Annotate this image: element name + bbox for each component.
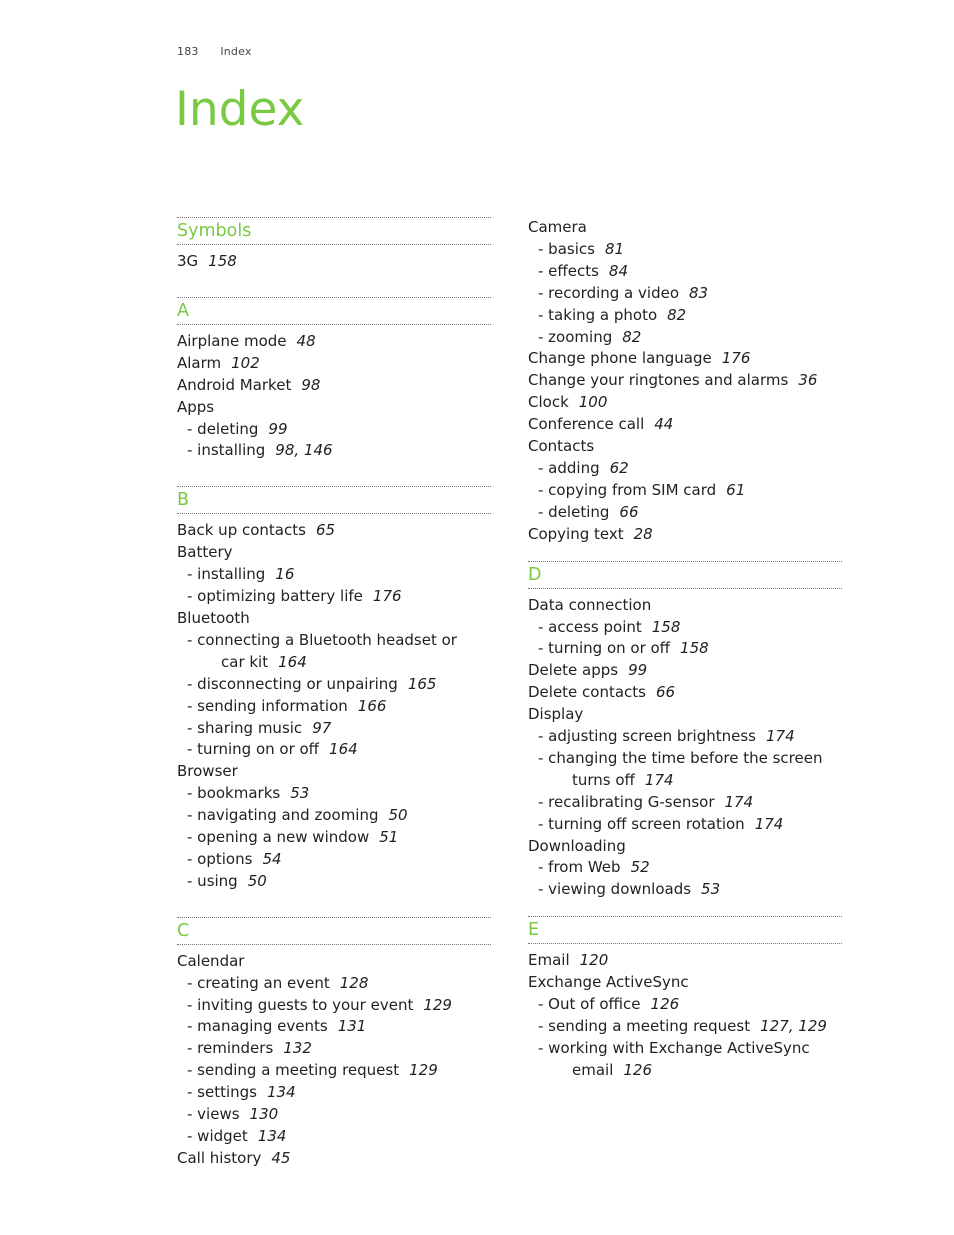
- index-entry: [528, 660, 842, 682]
- entry-page-reference[interactable]: 174: [724, 792, 754, 811]
- entry-page-reference[interactable]: 164: [329, 740, 358, 759]
- section-heading: D: [528, 561, 842, 589]
- index-subentry: [528, 1060, 842, 1082]
- index-subentry: [528, 617, 842, 639]
- entry-page-reference[interactable]: 81: [604, 239, 625, 258]
- index-subentry: [177, 630, 491, 652]
- index-subentry: [177, 696, 491, 718]
- index-entry: [528, 704, 842, 726]
- entry-term: - sending a meeting request: [538, 1017, 751, 1035]
- index-subentry: [177, 973, 491, 995]
- index-entry: [177, 951, 491, 973]
- entry-term: - viewing downloads: [538, 880, 692, 899]
- index-subentry: [528, 458, 842, 480]
- index-entry: [528, 595, 842, 617]
- entry-term: - turning off screen rotation: [538, 814, 745, 833]
- entry-page-reference[interactable]: 176: [372, 587, 402, 606]
- index-entry: [177, 520, 491, 542]
- entry-term: Change your ringtones and alarms: [528, 371, 789, 390]
- index-subentry: [528, 305, 842, 327]
- entry-term: - optimizing battery life: [187, 587, 363, 606]
- index-subentry: [528, 879, 842, 901]
- index-entry: [177, 353, 491, 375]
- entry-term: Email: [528, 951, 570, 970]
- entry-page-reference[interactable]: 131: [337, 1017, 367, 1036]
- entry-term: Data connection: [528, 595, 652, 614]
- index-right-column: [528, 217, 842, 1082]
- index-subentry: [177, 1126, 491, 1148]
- index-subentry: [528, 994, 842, 1016]
- entry-term: Delete apps: [528, 661, 619, 680]
- entry-term: Camera: [528, 218, 587, 236]
- entry-term: Calendar: [177, 951, 245, 970]
- entry-page-reference[interactable]: 51: [379, 828, 399, 847]
- entry-page-reference[interactable]: 129: [409, 1061, 438, 1080]
- entry-page-reference[interactable]: 129: [423, 995, 452, 1014]
- entry-page-reference[interactable]: 126: [623, 1060, 653, 1079]
- entry-term: - taking a photo: [538, 305, 658, 324]
- entry-page-reference[interactable]: 174: [766, 727, 795, 746]
- entry-term: - installing: [187, 565, 266, 584]
- entry-term: - deleting: [538, 502, 610, 521]
- entry-term: Change phone language: [528, 349, 712, 368]
- index-subentry: [177, 652, 491, 674]
- entry-page-reference[interactable]: 134: [257, 1127, 287, 1145]
- entry-term: - adjusting screen brightness: [538, 727, 756, 746]
- index-subentry: [528, 814, 842, 836]
- entry-term: Alarm: [177, 353, 222, 372]
- entry-page-reference[interactable]: 66: [656, 683, 676, 702]
- entry-term: - turning on or off: [538, 639, 671, 658]
- entry-page-reference[interactable]: 158: [651, 617, 681, 636]
- entry-page-reference[interactable]: 158: [680, 639, 709, 658]
- entry-page-reference[interactable]: 174: [754, 814, 784, 833]
- entry-term: Copying text: [528, 524, 624, 543]
- entry-term: - creating an event: [187, 973, 330, 992]
- entry-term: Bluetooth: [177, 608, 250, 627]
- index-subentry: [177, 849, 491, 871]
- entry-term: - Out of office: [538, 995, 641, 1014]
- entry-page-reference[interactable]: 52: [630, 858, 650, 877]
- index-subentry: [528, 480, 842, 502]
- index-subentry: [528, 283, 842, 305]
- entry-term: - working with Exchange ActiveSync: [538, 1038, 810, 1057]
- running-section-title: Index: [220, 45, 252, 58]
- index-subentry: [528, 792, 842, 814]
- entry-page-reference[interactable]: 98, 146: [275, 441, 333, 460]
- entry-term: - recording a video: [538, 283, 679, 302]
- entry-page-reference[interactable]: 50: [388, 806, 408, 825]
- index-entry: [177, 761, 491, 783]
- entry-term: Back up contacts: [177, 521, 306, 540]
- entry-term: - zooming: [538, 327, 613, 346]
- index-entry: [528, 950, 842, 972]
- entry-term: car kit: [221, 652, 269, 671]
- index-subentry: [177, 1038, 491, 1060]
- entry-page-reference[interactable]: 65: [315, 521, 336, 540]
- entry-page-reference[interactable]: 62: [609, 458, 629, 477]
- entry-term: - access point: [538, 617, 642, 636]
- index-entry: [177, 397, 491, 419]
- entry-term: Display: [528, 705, 584, 724]
- index-entry: [528, 524, 842, 546]
- index-entry: [528, 972, 842, 994]
- section-heading: E: [528, 916, 842, 944]
- section-heading: B: [177, 486, 491, 514]
- entry-term: - adding: [538, 458, 600, 477]
- entry-page-reference[interactable]: 102: [231, 353, 260, 372]
- entry-term: - effects: [538, 261, 599, 280]
- index-entry: [528, 436, 842, 458]
- index-left-column: [177, 217, 491, 1170]
- section-heading: Symbols: [177, 217, 491, 245]
- index-subentry: [528, 327, 842, 349]
- index-subentry: [177, 718, 491, 740]
- index-subentry: [177, 419, 491, 441]
- entry-term: Android Market: [177, 375, 292, 394]
- index-subentry: [177, 1104, 491, 1126]
- entry-page-reference[interactable]: 97: [312, 718, 332, 737]
- index-subentry: [177, 739, 491, 761]
- entry-page-reference[interactable]: 100: [578, 393, 608, 412]
- index-subentry: [177, 564, 491, 586]
- entry-page-reference[interactable]: 48: [296, 331, 316, 350]
- index-subentry: [528, 261, 842, 283]
- entry-term: 3G: [177, 252, 199, 270]
- entry-term: - copying from SIM card: [538, 480, 717, 499]
- entry-page-reference[interactable]: 127, 129: [760, 1017, 827, 1035]
- entry-page-reference[interactable]: 82: [667, 305, 687, 324]
- index-subentry: [528, 726, 842, 748]
- entry-term: - navigating and zooming: [187, 806, 379, 825]
- index-entry: [177, 542, 491, 564]
- entry-page-reference[interactable]: 83: [689, 283, 709, 302]
- entry-page-reference[interactable]: 165: [407, 674, 437, 693]
- page-number: 183: [177, 45, 199, 58]
- index-subentry: [528, 857, 842, 879]
- entry-page-reference[interactable]: 16: [275, 565, 295, 584]
- index-entry: [528, 682, 842, 704]
- entry-term: Apps: [177, 397, 215, 416]
- index-subentry: [528, 1038, 842, 1060]
- entry-term: Contacts: [528, 437, 595, 456]
- entry-term: - widget: [187, 1127, 248, 1145]
- entry-term: - options: [187, 849, 253, 868]
- entry-page-reference[interactable]: 28: [633, 524, 653, 543]
- entry-term: - sending a meeting request: [187, 1061, 400, 1080]
- entry-page-reference[interactable]: 120: [579, 951, 609, 970]
- entry-term: - sharing music: [187, 718, 303, 737]
- entry-term: - sending information: [187, 696, 348, 715]
- entry-page-reference[interactable]: 130: [249, 1105, 279, 1124]
- entry-term: - reminders: [187, 1039, 274, 1058]
- entry-page-reference[interactable]: 128: [339, 973, 369, 992]
- entry-term: Delete contacts: [528, 683, 647, 702]
- index-entry: [177, 375, 491, 397]
- index-subentry: [528, 239, 842, 261]
- index-subentry: [177, 586, 491, 608]
- index-subentry: [177, 827, 491, 849]
- entry-term: Battery: [177, 543, 233, 562]
- entry-page-reference[interactable]: 53: [290, 784, 310, 803]
- entry-page-reference[interactable]: 166: [357, 696, 387, 715]
- entry-term: Browser: [177, 762, 238, 781]
- index-entry: [528, 414, 842, 436]
- index-entry: [528, 836, 842, 858]
- index-subentry: [177, 1016, 491, 1038]
- entry-page-reference[interactable]: 158: [208, 252, 237, 270]
- entry-term: - basics: [538, 239, 595, 258]
- entry-page-reference[interactable]: 50: [247, 871, 267, 890]
- index-subentry: [177, 871, 491, 893]
- entry-page-reference[interactable]: 134: [267, 1083, 296, 1102]
- running-header: [177, 45, 252, 58]
- entry-term: - disconnecting or unpairing: [187, 674, 398, 693]
- entry-page-reference[interactable]: 53: [701, 880, 721, 899]
- entry-term: Clock: [528, 393, 569, 412]
- entry-page-reference[interactable]: 99: [628, 661, 648, 680]
- entry-term: - turning on or off: [187, 740, 320, 759]
- entry-term: - installing: [187, 441, 266, 460]
- page-title: Index: [175, 82, 305, 137]
- index-entry: [177, 331, 491, 353]
- index-entry: [528, 348, 842, 370]
- index-entry: [528, 392, 842, 414]
- index-subentry: [528, 638, 842, 660]
- entry-term: turns off: [572, 770, 635, 789]
- index-entry: [177, 1148, 491, 1170]
- entry-page-reference[interactable]: 54: [262, 849, 282, 868]
- entry-page-reference[interactable]: 164: [278, 652, 307, 671]
- entry-page-reference[interactable]: 132: [283, 1039, 312, 1058]
- index-subentry: [528, 502, 842, 524]
- entry-term: - recalibrating G-sensor: [538, 792, 715, 811]
- entry-page-reference[interactable]: 174: [644, 770, 674, 789]
- entry-term: - bookmarks: [187, 784, 281, 803]
- index-subentry: [177, 805, 491, 827]
- entry-page-reference[interactable]: 126: [650, 995, 680, 1014]
- entry-term: Call history: [177, 1148, 262, 1167]
- entry-term: - deleting: [187, 419, 259, 438]
- entry-term: Airplane mode: [177, 331, 287, 350]
- entry-page-reference[interactable]: 84: [608, 261, 629, 280]
- index-subentry: [177, 995, 491, 1017]
- entry-page-reference[interactable]: 99: [268, 419, 288, 438]
- entry-term: - using: [187, 871, 238, 890]
- entry-term: email: [572, 1060, 614, 1079]
- entry-term: - opening a new window: [187, 828, 370, 847]
- index-entry: [177, 251, 491, 273]
- entry-term: - settings: [187, 1083, 257, 1102]
- section-heading: C: [177, 917, 491, 945]
- entry-term: - connecting a Bluetooth headset or: [187, 630, 457, 649]
- index-subentry: [177, 440, 491, 462]
- entry-page-reference[interactable]: 36: [798, 371, 818, 390]
- index-subentry: [177, 783, 491, 805]
- entry-page-reference[interactable]: 176: [721, 349, 751, 368]
- entry-term: - from Web: [538, 858, 621, 877]
- entry-term: - changing the time before the screen: [538, 748, 823, 767]
- index-subentry: [177, 1082, 491, 1104]
- index-subentry: [528, 748, 842, 770]
- entry-term: Exchange ActiveSync: [528, 973, 689, 992]
- index-entry: [528, 217, 842, 239]
- entry-term: Downloading: [528, 836, 626, 855]
- entry-page-reference[interactable]: 45: [271, 1148, 291, 1167]
- entry-page-reference[interactable]: 66: [619, 502, 639, 521]
- index-subentry: [528, 770, 842, 792]
- index-subentry: [177, 1060, 491, 1082]
- index-entry: [177, 608, 491, 630]
- entry-term: - views: [187, 1105, 240, 1124]
- entry-page-reference[interactable]: 82: [622, 327, 642, 346]
- entry-term: - inviting guests to your event: [187, 995, 414, 1014]
- entry-term: Conference call: [528, 415, 645, 434]
- index-subentry: [528, 1016, 842, 1038]
- index-subentry: [177, 674, 491, 696]
- entry-term: - managing events: [187, 1017, 328, 1036]
- entry-page-reference[interactable]: 44: [654, 415, 674, 434]
- entry-page-reference[interactable]: 98: [301, 375, 321, 394]
- entry-page-reference[interactable]: 61: [726, 480, 746, 499]
- section-heading: A: [177, 297, 491, 325]
- index-entry: [528, 370, 842, 392]
